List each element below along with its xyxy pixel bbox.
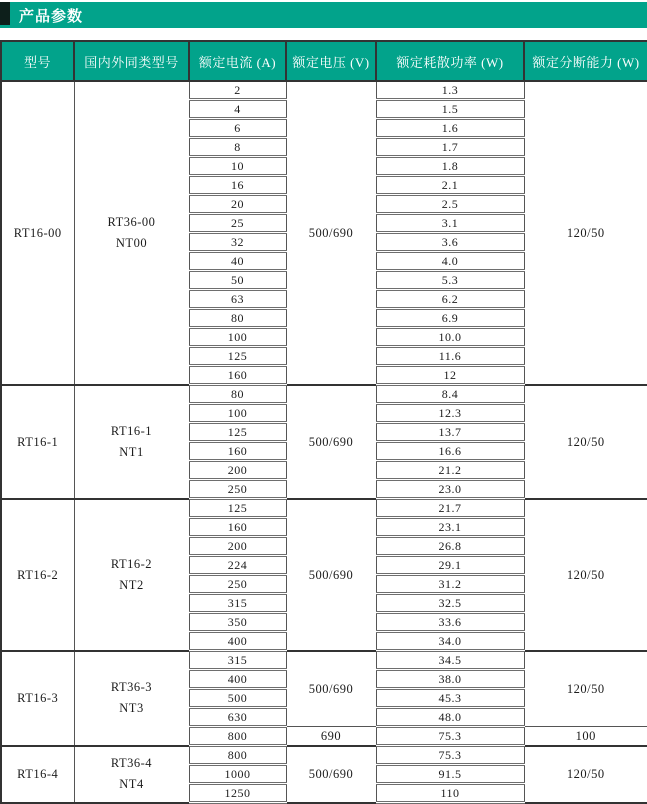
power-cell: 10.0 (376, 328, 524, 347)
power-cell: 21.7 (376, 499, 524, 518)
equivalent-line-1: RT36-4 (110, 756, 153, 770)
power-cell: 26.8 (376, 537, 524, 556)
table-row (1, 499, 647, 518)
current-cell: 800 (189, 727, 286, 746)
model-cell: RT16-2 (1, 499, 74, 651)
current-cell: 250 (189, 575, 286, 594)
power-cell: 1.3 (376, 81, 524, 100)
column-header-current: 额定电流 (A) (189, 41, 286, 81)
power-cell: 23.1 (376, 518, 524, 537)
page-title: 产品参数 (19, 7, 84, 25)
power-cell: 2.5 (376, 195, 524, 214)
power-cell: 91.5 (376, 765, 524, 784)
equivalent-cell (74, 499, 189, 651)
current-cell: 800 (189, 746, 286, 765)
table-header-row (1, 41, 647, 81)
current-cell: 25 (189, 214, 286, 233)
header-accent-mark (0, 2, 10, 25)
current-cell: 160 (189, 442, 286, 461)
power-cell: 75.3 (376, 746, 524, 765)
power-cell: 38.0 (376, 670, 524, 689)
current-cell: 16 (189, 176, 286, 195)
current-cell: 200 (189, 461, 286, 480)
breaking-cell: 120/50 (524, 385, 647, 499)
voltage-cell: 690 (286, 727, 376, 746)
equivalent-line-2: NT3 (119, 701, 144, 715)
power-cell: 4.0 (376, 252, 524, 271)
current-cell: 1250 (189, 784, 286, 803)
equivalent-line-1: RT16-2 (110, 556, 153, 571)
power-cell: 6.2 (376, 290, 524, 309)
voltage-cell: 500/690 (286, 385, 376, 499)
current-cell: 315 (189, 651, 286, 670)
table-row (1, 746, 647, 765)
current-cell: 100 (189, 404, 286, 423)
current-cell: 630 (189, 708, 286, 727)
power-cell: 33.6 (376, 613, 524, 632)
breaking-cell: 120/50 (524, 499, 647, 651)
table-row (1, 385, 647, 404)
power-cell: 1.6 (376, 119, 524, 138)
power-cell: 29.1 (376, 556, 524, 575)
current-cell: 125 (189, 347, 286, 366)
voltage-cell: 500/690 (286, 651, 376, 727)
current-cell: 20 (189, 195, 286, 214)
current-cell: 80 (189, 309, 286, 328)
power-cell: 21.2 (376, 461, 524, 480)
current-cell: 200 (189, 537, 286, 556)
column-header-power: 额定耗散功率 (W) (376, 41, 524, 81)
current-cell: 160 (189, 366, 286, 385)
current-cell: 80 (189, 385, 286, 404)
current-cell: 400 (189, 632, 286, 651)
table-row (1, 651, 647, 670)
column-header-breaking: 额定分断能力 (W) (524, 41, 647, 81)
power-cell: 1.5 (376, 100, 524, 119)
power-cell: 34.5 (376, 651, 524, 670)
power-cell: 110 (376, 784, 524, 803)
model-cell: RT16-3 (1, 651, 74, 746)
current-cell: 2 (189, 81, 286, 100)
current-cell: 40 (189, 252, 286, 271)
power-cell: 3.6 (376, 233, 524, 252)
page-header (0, 2, 647, 28)
power-cell: 12 (376, 366, 524, 385)
current-cell: 125 (189, 423, 286, 442)
power-cell: 1.8 (376, 157, 524, 176)
breaking-cell: 100 (524, 727, 647, 746)
model-cell: RT16-00 (1, 81, 74, 385)
table-row (1, 81, 647, 100)
equivalent-line-2: NT2 (119, 577, 144, 592)
voltage-cell: 500/690 (286, 746, 376, 803)
equivalent-line-1: RT16-1 (110, 423, 153, 438)
table-body (1, 81, 647, 803)
equivalent-line-2: NT00 (115, 235, 148, 250)
power-cell: 34.0 (376, 632, 524, 651)
current-cell: 350 (189, 613, 286, 632)
model-cell: RT16-4 (1, 746, 74, 803)
power-cell: 23.0 (376, 480, 524, 499)
power-cell: 3.1 (376, 214, 524, 233)
column-header-model: 型号 (1, 41, 74, 81)
current-cell: 160 (189, 518, 286, 537)
power-cell: 13.7 (376, 423, 524, 442)
current-cell: 500 (189, 689, 286, 708)
equivalent-line-2: NT1 (119, 444, 144, 459)
power-cell: 2.1 (376, 176, 524, 195)
breaking-cell: 120/50 (524, 81, 647, 385)
current-cell: 4 (189, 100, 286, 119)
equivalent-cell (74, 746, 189, 803)
power-cell: 48.0 (376, 708, 524, 727)
power-cell: 1.7 (376, 138, 524, 157)
current-cell: 63 (189, 290, 286, 309)
equivalent-cell (74, 81, 189, 385)
power-cell: 5.3 (376, 271, 524, 290)
column-header-equivalent: 国内外同类型号 (74, 41, 189, 81)
power-cell: 31.2 (376, 575, 524, 594)
column-header-voltage: 额定电压 (V) (286, 41, 376, 81)
equivalent-line-1: RT36-3 (110, 680, 153, 694)
power-cell: 12.3 (376, 404, 524, 423)
equivalent-line-2: NT4 (119, 777, 144, 791)
power-cell: 8.4 (376, 385, 524, 404)
current-cell: 250 (189, 480, 286, 499)
current-cell: 100 (189, 328, 286, 347)
power-cell: 75.3 (376, 727, 524, 746)
model-cell: RT16-1 (1, 385, 74, 499)
breaking-cell: 120/50 (524, 651, 647, 727)
current-cell: 400 (189, 670, 286, 689)
current-cell: 224 (189, 556, 286, 575)
breaking-cell: 120/50 (524, 746, 647, 803)
equivalent-cell (74, 651, 189, 746)
power-cell: 45.3 (376, 689, 524, 708)
current-cell: 6 (189, 119, 286, 138)
power-cell: 6.9 (376, 309, 524, 328)
product-parameters-table (0, 40, 647, 804)
current-cell: 32 (189, 233, 286, 252)
power-cell: 11.6 (376, 347, 524, 366)
current-cell: 1000 (189, 765, 286, 784)
equivalent-cell (74, 385, 189, 499)
voltage-cell: 500/690 (286, 81, 376, 385)
current-cell: 10 (189, 157, 286, 176)
equivalent-line-1: RT36-00 (107, 214, 156, 229)
current-cell: 50 (189, 271, 286, 290)
voltage-cell: 500/690 (286, 499, 376, 651)
power-cell: 16.6 (376, 442, 524, 461)
current-cell: 8 (189, 138, 286, 157)
power-cell: 32.5 (376, 594, 524, 613)
current-cell: 315 (189, 594, 286, 613)
current-cell: 125 (189, 499, 286, 518)
